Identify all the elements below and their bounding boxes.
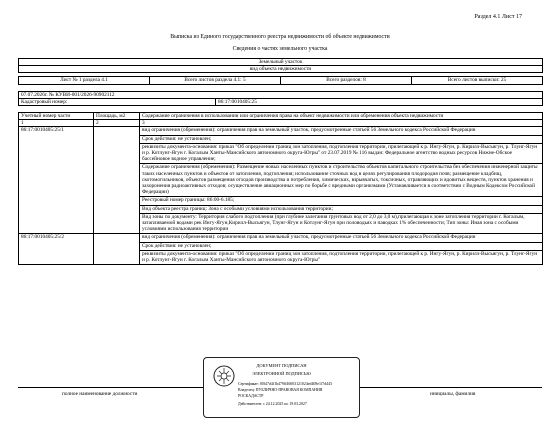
col-number-3: 3 (140, 120, 543, 127)
object-type: Земельный участок (19, 59, 543, 66)
part-number: 86:17:0010405:25/1 (19, 127, 94, 234)
restriction-type: вид ограничения (обременения): ограничения прав на земельный участок, предусмотренные статьей 56 Земельного кодекса Российской Федерации (140, 234, 542, 242)
emblem-icon (213, 365, 235, 387)
sheet-number: Лист № 1 раздела 4.1 (19, 77, 150, 84)
table-row (19, 234, 543, 265)
basis-document: реквизиты документа-основания: приказ "Об определении границ зон затопления, подтопления территории, прилегающей к р. Ингу-Ягун, р. Кирилл-Высьягун, р. Тлунг-Ягун и р. Котлунг-Ягун г. Когалым Ханты-Мансийского автономного округа-Югры" (142, 250, 538, 264)
header-table (18, 58, 543, 85)
document-title: Выписка из Единого государственного реестра недвижимости об объекте недвижимости (170, 34, 390, 40)
name-label: инициалы, фамилия (430, 391, 476, 397)
stamp-certificate: Сертификат: 00f47d4f1b479ff46003121024ed408e1f7d443 (238, 382, 332, 386)
cadastral-label: Кадастровый номер: (19, 99, 216, 106)
meta-table (18, 91, 543, 106)
date-number: 07.07.2026г. № КУВИ-001/2026-90902112 (19, 92, 543, 99)
total-sheets-section: Всего листов раздела 4.1: 5 (150, 77, 281, 84)
part-content (140, 127, 543, 234)
parts-table (18, 112, 543, 265)
validity-period: Срок действия: не установлен; (140, 136, 542, 144)
registry-object-type: Вид объекта реестра границ: Зона с особыми условиями использования территории; (140, 206, 542, 214)
total-sheets-extract: Всего листов выписки: 25 (412, 77, 543, 84)
col-header-content: Содержание ограничения в использовании или ограничения права на объект недвижимости или обременения объекта недвижимости (140, 113, 543, 120)
validity-period: Срок действия: не установлен; (140, 243, 542, 251)
part-content (140, 234, 543, 265)
col-number-2: 2 (94, 120, 140, 127)
col-header-number: Учетный номер части (19, 113, 94, 120)
cadastral-value: 86:17:0010405:25 (216, 99, 543, 106)
restriction-content: Содержание ограничения (обременения): Размещение новых населенных пунктов и строительство объектов капитального строительства без обеспечения инженерной защиты таких населенных пунктов и объектов от затопления, подтопления; использование сточных вод в целях регулирования плодородия почв; размещение кладбищ, скотомогильников, объектов размещения отходов производства и потребления, химических, взрывчатых, токсичных, отравляющих и ядовитых веществ, пунктов хранения и захоронения радиоактивных отходов; осуществление авиационных мер по борьбе с вредными организмами (Устанавливается в соответствии с Водным Кодексом Российской Федерации) (140, 164, 542, 197)
total-sections: Всего разделов: 8 (281, 77, 412, 84)
stamp-title: ДОКУМЕНТ ПОДПИСАН (256, 363, 307, 368)
col-number-1: 1 (19, 120, 94, 127)
zone-type: Вид зоны по документу: Территория слабого подтопления (при глубине залегания грунтовых вод от 2,0 до 3,0 м),прилегающая к зоне затопления территории г. Когалым, затапливаемой водами рек Ингу-Ягун,Кирилл-Высьягун, Тлунг-Ягун и Котлунг-Ягун при половодьях и паводках 1% обеспеченности; Тип зоны: Иная зона с особыми условиями использования территории (142, 213, 525, 233)
object-kind: вид объекта недвижимости (19, 66, 543, 73)
electronic-signature-stamp (203, 357, 360, 418)
stamp-owner: Владелец: ПУБЛИЧНО-ПРАВОВАЯ КОМПАНИЯ (238, 388, 323, 392)
document-subtitle: Сведения о частях земельного участка (232, 46, 328, 52)
stamp-validity: Действителен: с 24.12.2025 по 19.03.2027 (238, 402, 307, 406)
part-area (94, 127, 140, 234)
basis-document: реквизиты документа-основания: приказ "Об определении границ зон затопления, подтопления территории, прилегающей к р. Ингу-Ягун, р. Кирилл-Высьягун, р. Тлунг-Ягун и р. Котлунг-Ягун г. Когалым Ханты-Мансийского автономного округа-Югры" от 23.07.2019 № 116 выдан: Федеральное агентство водных ресурсов Нижне-Обское бассейновое водное управление; (140, 144, 542, 165)
table-row (19, 127, 543, 234)
part-area (94, 234, 140, 265)
stamp-owner-org: РОСКАДАСТР (238, 394, 264, 398)
section-sheet-label: Раздел 4.1 Лист 17 (474, 14, 522, 20)
restriction-type: вид ограничения (обременения): ограничения прав на земельный участок, предусмотренные статьей 56 Земельного кодекса Российской Федерации (140, 127, 542, 135)
col-header-area: Площадь, м2 (94, 113, 140, 120)
stamp-subtitle: ЭЛЕКТРОННОЙ ПОДПИСЬЮ (252, 371, 311, 376)
part-number: 86:17:0010405:25/2 (19, 234, 94, 265)
position-label: полное наименование должности (62, 391, 138, 397)
registry-number: Реестровый номер границы: 86:00-6.185; (140, 197, 542, 205)
